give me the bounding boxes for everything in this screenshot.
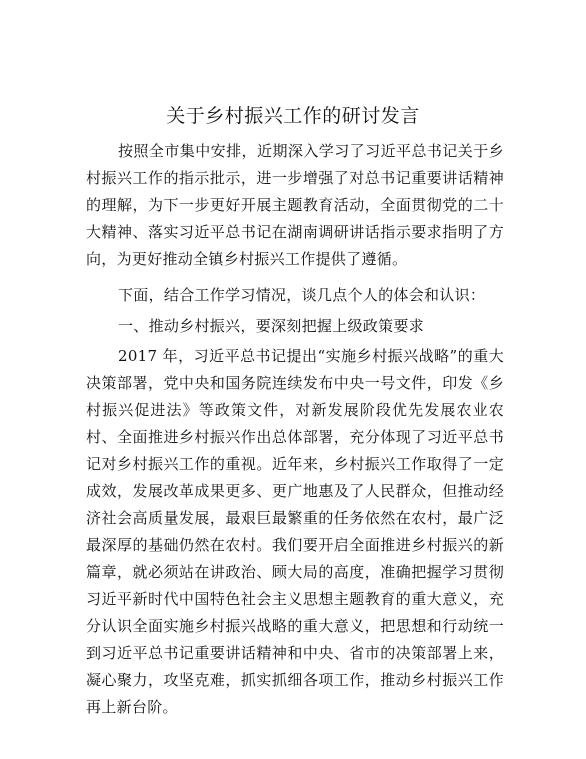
section-heading: 一、推动乡村振兴，要深刻把握上级政策要求 xyxy=(118,317,425,335)
document-title: 关于乡村振兴工作的研讨发言 xyxy=(166,105,420,127)
section-paragraph: 2017 年，习近平总书记提出“实施乡村振兴战略”的重大决策部署，党中央和国务院连续发布中央一号文件，印发《乡村振兴促进法》等政策文件，对新发展阶段优先发展农业农村、全面推进乡村振兴作出总体部署，充分体现了习近平总书记对乡村振兴工作的重视。近年来，乡村振兴工作取得了一定成效，发展改革成果更多、更广地惠及了人民群众，但推动经济社会高质量发展，最艰巨最繁重的任务依然在农村，最广泛最深厚的基础仍然在农村。我们要开启全面推进乡村振兴的新篇章，就必须站在讲政治、顾大局的高度，准确把握学习贯彻习近平新时代中国特色社会主义思想主题教育的重大意义，充分认识全面实施乡村振兴战略的重大意义，把思想和行动统一到习近平总书记重要讲话精神和中央、省市的决策部署上来，凝心聚力，攻坚克难，抓实抓细各项工作，推动乡村振兴工作再上新台阶。 xyxy=(86,347,504,716)
transition-paragraph: 下面，结合工作学习情况，谈几点个人的体会和认识： xyxy=(118,286,486,304)
intro-paragraph: 按照全市集中安排，近期深入学习了习近平总书记关于乡村振兴工作的指示批示，进一步增强了对总书记重要讲话精神的理解，为下一步更好开展主题教育活动，全面贯彻党的二十大精神、落实习近平总书记在湖南调研讲话指示要求指明了方向，为更好推动全镇乡村振兴工作提供了遵循。 xyxy=(86,142,504,268)
